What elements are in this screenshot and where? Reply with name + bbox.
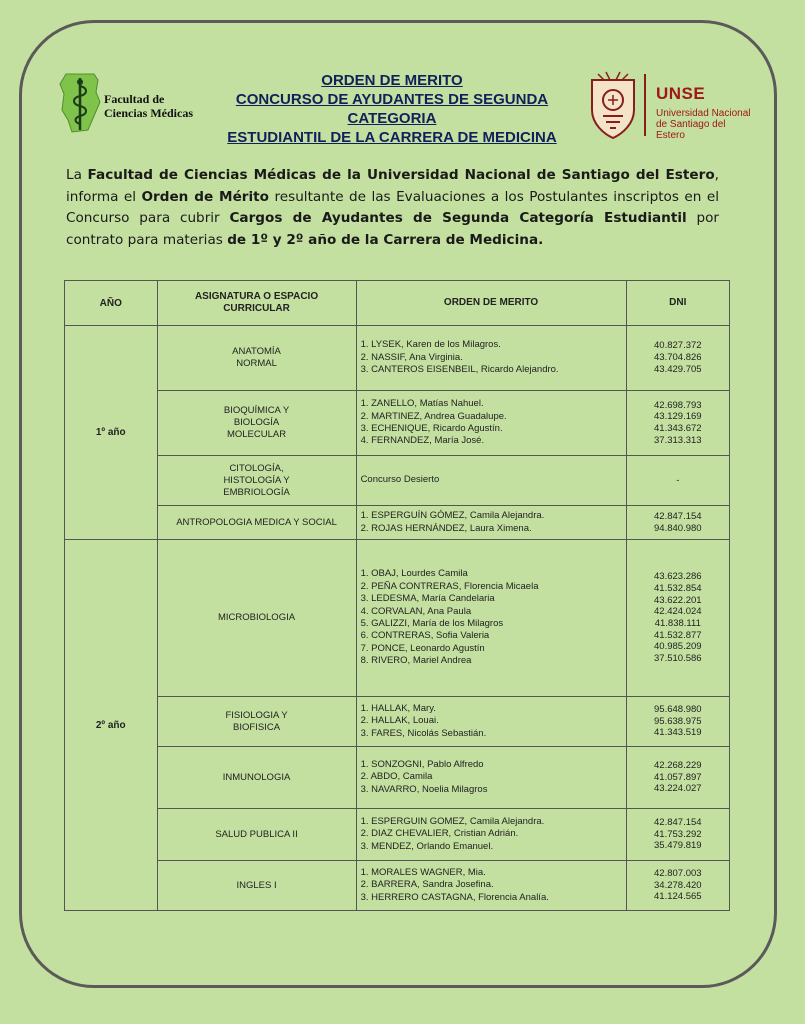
candidate-name: 2. PEÑA CONTRERAS, Florencia Micaela: [360, 580, 539, 592]
table-body: [65, 326, 730, 911]
dni-value: 43.622.201: [654, 594, 702, 606]
merit-list-cell: [356, 747, 626, 809]
intro-bold-4: de 1º y 2º año de la Carrera de Medicina.: [227, 231, 544, 248]
dni-cell: [626, 506, 729, 540]
table-row: [65, 861, 730, 911]
candidate-name: 3. CANTEROS EISENBEIL, Ricardo Alejandro.: [360, 364, 559, 376]
dni-value: 41.838.111: [654, 618, 701, 629]
candidate-name: 1. HALLAK, Mary.: [360, 702, 436, 714]
candidate-name: 1. ESPERGUÍN GÓMEZ, Camila Alejandra.: [360, 510, 545, 522]
candidate-name: 1. SONZOGNI, Pablo Alfredo: [360, 758, 484, 770]
subject-line: BIOQUÍMICA Y: [223, 405, 290, 416]
candidate-name: 3. NAVARRO, Noelia Milagros: [360, 783, 488, 795]
dni-value: 94.840.980: [654, 522, 702, 534]
candidate-name: 2. DIAZ CHEVALIER, Cristian Adrián.: [360, 828, 519, 840]
merit-table: [64, 280, 730, 911]
faculty-logo: [58, 72, 208, 134]
subject-cell: [157, 747, 356, 809]
table-row: [65, 506, 730, 540]
subject-line: ANTROPOLOGIA MEDICA Y SOCIAL: [176, 516, 337, 528]
dni-value: 95.638.975: [654, 715, 702, 727]
candidate-name: 2. ROJAS HERNÁNDEZ, Laura Ximena.: [360, 522, 532, 534]
candidate-name: 1. LYSEK, Karen de los Milagros.: [360, 339, 501, 351]
header-year: AÑO: [65, 281, 158, 326]
subject-cell: [157, 809, 356, 861]
subject-line: SALUD PUBLICA II: [215, 828, 298, 840]
subject-line: BIOFISICA: [233, 721, 281, 733]
dni-cell: [626, 861, 729, 911]
unse-sub2: de Santiago del Estero: [656, 119, 726, 141]
intro-bold-3: Cargos de Ayudantes de Segunda Categoría Estudiantil: [229, 210, 687, 226]
candidate-name: 2. BARRERA, Sandra Josefina.: [360, 879, 494, 891]
dni-value: 40.827.372: [654, 340, 702, 352]
dni-value: 42.847.154: [654, 816, 702, 828]
merit-list-cell: [356, 506, 626, 540]
candidate-name: 1. OBAJ, Lourdes Camila: [360, 568, 468, 580]
unse-name: UNSE: [656, 84, 706, 103]
intro-bold-2: Orden de Mérito: [141, 188, 269, 205]
subject-line: CITOLOGÍA,: [229, 462, 284, 474]
subject-line: ANATOMÍA: [232, 346, 281, 357]
candidate-name: 2. NASSIF, Ana Virginia.: [360, 351, 463, 363]
heading-line2: CONCURSO DE AYUDANTES DE SEGUNDA CATEGORIA: [235, 91, 549, 127]
merit-list-cell: [356, 697, 626, 747]
candidate-name: 3. ECHENIQUE, Ricardo Agustín.: [360, 423, 503, 434]
dni-value: 43.623.286: [654, 571, 702, 583]
faculty-logo-line2: Ciencias Médicas: [104, 106, 193, 120]
dni-cell: [626, 540, 729, 697]
subject-line: EMBRIOLOGÍA: [223, 486, 290, 498]
candidate-name: Concurso Desierto: [360, 474, 440, 486]
header-subject: [157, 281, 356, 326]
dni-value: -: [676, 474, 680, 486]
dni-value: 41.532.877: [654, 629, 702, 641]
unse-logo: [586, 70, 756, 140]
dni-value: 41.532.854: [654, 582, 702, 594]
dni-value: 42.807.003: [654, 867, 702, 879]
dni-cell: [626, 391, 729, 456]
dni-value: 41.057.897: [654, 771, 702, 783]
merit-list-cell: [356, 540, 626, 697]
subject-cell: [157, 456, 356, 506]
dni-value: 37.510.586: [654, 653, 702, 665]
heading-line3: ESTUDIANTIL DE LA CARRERA DE MEDICINA: [227, 129, 557, 146]
subject-cell: [157, 391, 356, 456]
dni-cell: [626, 809, 729, 861]
table-row: [65, 540, 730, 697]
table-row: [65, 697, 730, 747]
candidate-name: 3. MENDEZ, Orlando Emanuel.: [360, 840, 494, 852]
candidate-name: 1. ZANELLO, Matías Nahuel.: [360, 398, 484, 410]
intro-text-1: La: [66, 167, 88, 183]
dni-value: 43.129.169: [654, 411, 702, 423]
header-order: ORDEN DE MERITO: [356, 281, 626, 326]
table-header-row: [65, 281, 730, 326]
dni-value: 42.698.793: [654, 399, 702, 411]
header-dni: DNI: [626, 281, 729, 326]
subject-line: MICROBIOLOGIA: [218, 612, 296, 623]
table-row: [65, 326, 730, 391]
intro-text-3: resultante de las Evaluaciones a los Postulantes inscriptos en el Concurso para cubrir: [66, 188, 719, 226]
faculty-logo-line1: Facultad de: [104, 92, 165, 106]
year-cell: 1º año: [65, 326, 158, 540]
dni-cell: [626, 747, 729, 809]
candidate-name: 1. MORALES WAGNER, Mia.: [360, 866, 486, 878]
candidate-name: 2. MARTINEZ, Andrea Guadalupe.: [360, 410, 507, 422]
subject-line: FISIOLOGIA Y: [225, 709, 288, 721]
candidate-name: 2. ABDO, Camila: [360, 771, 433, 783]
subject-line: INGLES I: [236, 879, 277, 891]
candidate-name: 2. HALLAK, Louai.: [360, 715, 439, 727]
subject-cell: [157, 697, 356, 747]
table-row: [65, 391, 730, 456]
intro-paragraph: [66, 165, 719, 251]
dni-cell: [626, 326, 729, 391]
candidate-name: 4. CORVALAN, Ana Paula: [360, 605, 472, 617]
dni-cell: [626, 697, 729, 747]
heading-line1: ORDEN DE MERITO: [321, 72, 463, 89]
province-map-icon: [58, 72, 104, 134]
intro-text-4: por contrato para materias: [66, 210, 720, 248]
merit-list-cell: [356, 391, 626, 456]
candidate-name: 8. RIVERO, Mariel Andrea: [360, 655, 472, 667]
year-cell: 2º año: [65, 540, 158, 911]
dni-value: 42.847.154: [654, 510, 702, 522]
dni-value: 95.648.980: [654, 703, 702, 715]
dni-value: 37.313.313: [654, 434, 702, 446]
dni-value: 41.343.519: [654, 727, 702, 739]
dni-value: 41.124.565: [654, 891, 702, 903]
subject-cell: [157, 861, 356, 911]
dni-value: 41.753.292: [654, 828, 702, 840]
table-row: [65, 809, 730, 861]
header-subject-line2: CURRICULAR: [223, 303, 290, 314]
candidate-name: 5. GALIZZI, María de los Milagros: [360, 618, 504, 629]
candidate-name: 7. PONCE, Leonardo Agustín: [360, 642, 485, 654]
subject-cell: [157, 506, 356, 540]
merit-list-cell: [356, 861, 626, 911]
subject-cell: [157, 540, 356, 697]
dni-value: 40.985.209: [654, 641, 702, 653]
subject-line: BIOLOGÍA: [233, 417, 280, 428]
subject-cell: [157, 326, 356, 391]
dni-value: 43.704.826: [654, 352, 702, 364]
dni-value: 42.268.229: [654, 759, 702, 771]
university-seal-icon: [586, 70, 640, 140]
intro-text-2: , informa el: [66, 167, 719, 205]
merit-list-cell: [356, 456, 626, 506]
dni-value: 35.479.819: [654, 840, 702, 852]
dni-value: 41.343.672: [654, 423, 702, 434]
intro-bold-1: Facultad de Ciencias Médicas de la Universidad Nacional de Santiago del Estero: [87, 167, 715, 183]
candidate-name: 3. HERRERO CASTAGNA, Florencia Analía.: [360, 891, 549, 903]
candidate-name: 3. LEDESMA, María Candelaria: [360, 593, 495, 605]
merit-list-cell: [356, 809, 626, 861]
subject-line: NORMAL: [236, 358, 277, 369]
subject-line: HISTOLOGÍA Y: [223, 474, 290, 486]
dni-value: 43.429.705: [654, 363, 702, 375]
merit-list-cell: [356, 326, 626, 391]
header-subject-line1: ASIGNATURA O ESPACIO: [194, 291, 319, 302]
subject-line: MOLECULAR: [226, 429, 287, 440]
document-heading: [196, 71, 588, 147]
logo-divider: [644, 74, 646, 136]
unse-sub1: Universidad Nacional: [656, 108, 751, 119]
subject-line: INMUNOLOGIA: [222, 771, 291, 783]
dni-value: 34.278.420: [654, 879, 702, 891]
table-row: [65, 747, 730, 809]
candidate-name: 6. CONTRERAS, Sofia Valeria: [360, 630, 490, 642]
candidate-name: 1. ESPERGUIN GOMEZ, Camila Alejandra.: [360, 815, 545, 827]
candidate-name: 3. FARES, Nicolás Sebastián.: [360, 727, 487, 739]
dni-cell: [626, 456, 729, 506]
dni-value: 42.424.024: [654, 606, 702, 618]
table-row: [65, 456, 730, 506]
candidate-name: 4. FERNANDEZ, María José.: [360, 435, 485, 447]
dni-value: 43.224.027: [654, 783, 702, 795]
